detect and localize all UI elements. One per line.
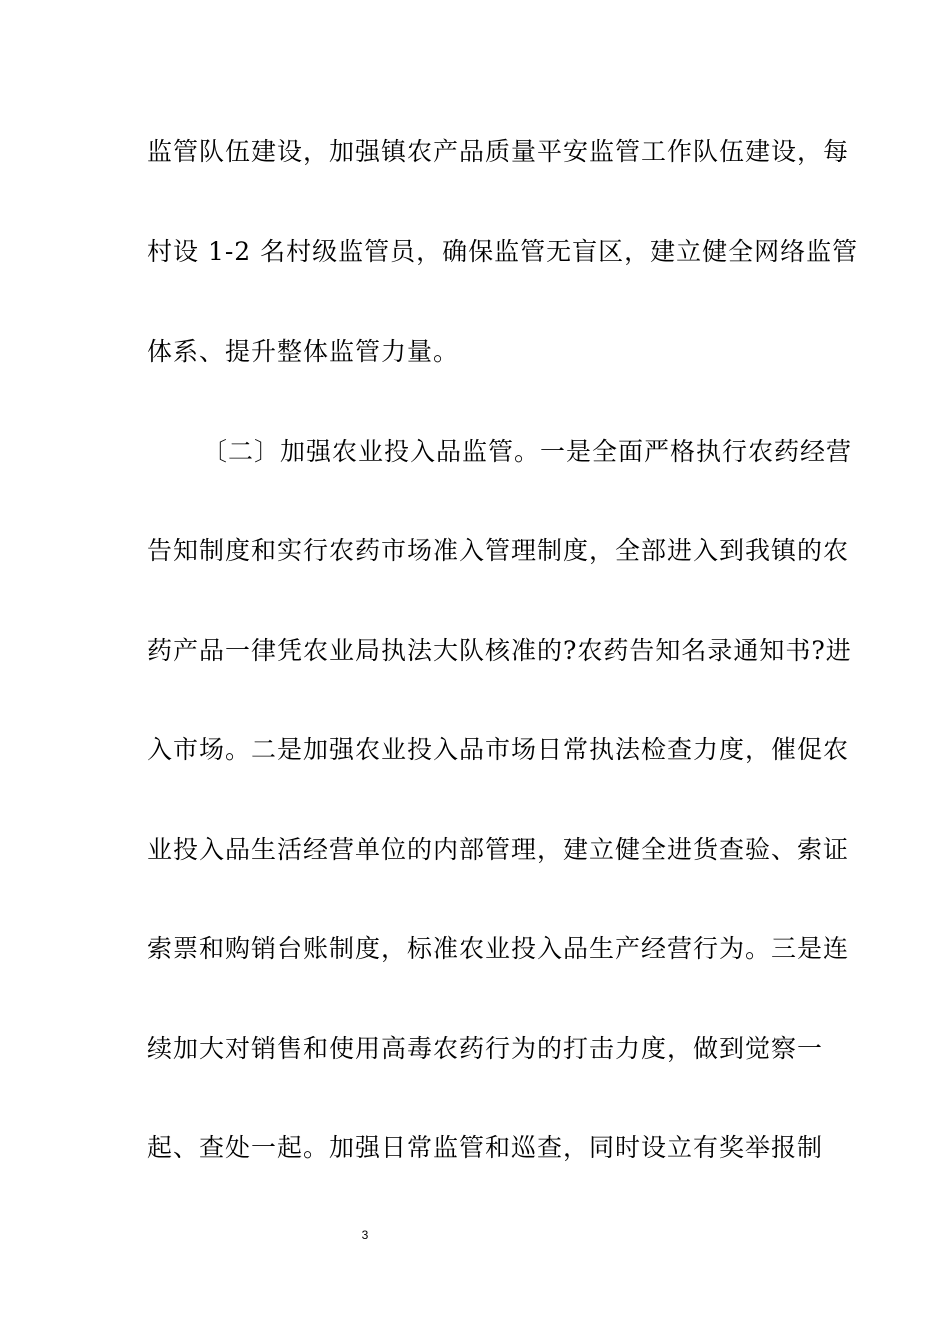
body-text-line: 监管队伍建设，加强镇农产品质量平安监管工作队伍建设，每	[147, 137, 850, 166]
body-text-line: 业投入品生活经营单位的内部管理，建立健全进货查验、索证	[147, 835, 850, 864]
body-text-line: 村设 1-2 名村级监管员，确保监管无盲区，建立健全网络监管	[147, 237, 859, 266]
body-text-line: 告知制度和实行农药市场准入管理制度，全部进入到我镇的农	[147, 536, 850, 565]
body-text-line: 续加大对销售和使用高毒农药行为的打击力度，做到觉察一	[147, 1034, 824, 1063]
body-text-line: 索票和购销台账制度，标准农业投入品生产经营行为。三是连	[147, 934, 850, 963]
body-text-line: 体系、提升整体监管力量。	[147, 337, 460, 366]
page-number: 3	[361, 1228, 369, 1242]
body-text-line: 入市场。二是加强农业投入品市场日常执法检查力度，催促农	[147, 735, 850, 764]
body-text-line: 起、查处一起。加强日常监管和巡查，同时设立有奖举报制	[147, 1133, 824, 1162]
body-text-line: 药产品一律凭农业局执法大队核准的?农药告知名录通知书?进	[147, 636, 852, 665]
section-heading-line: 〔二〕加强农业投入品监管。一是全面严格执行农药经营	[202, 437, 853, 466]
